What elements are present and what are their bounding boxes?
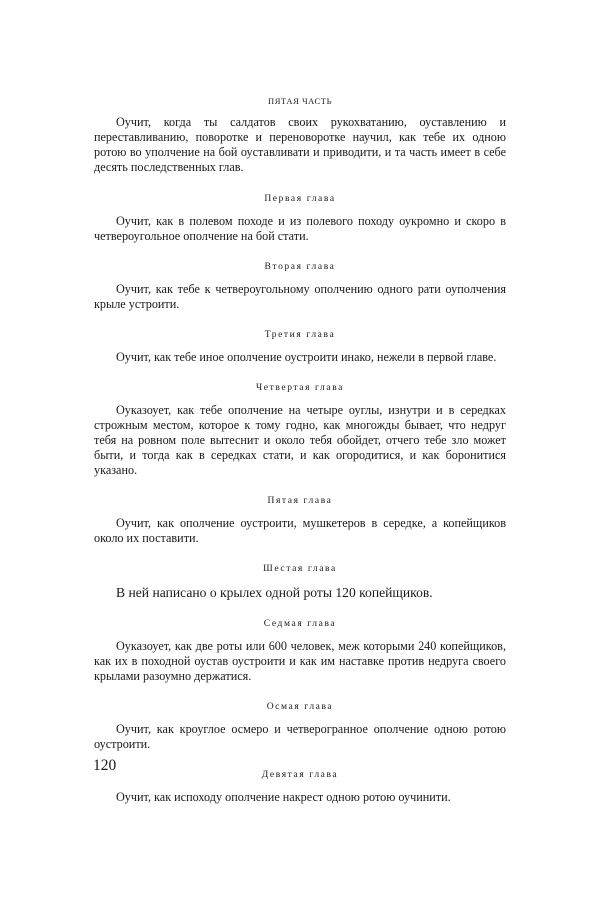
chapter-text: Оучит, как ополчение оустроити, мушкетеров в середке, а копейщиков около их поставити. — [94, 516, 506, 545]
part-section — [94, 96, 506, 175]
chapter-text: Оуказоует, как две роты или 600 человек, меж которыми 240 копейщиков, как их в походной оустав оустроити и как им наставке против недруга своего крылами разоумно держатися. — [94, 639, 506, 683]
part-intro-text: Оучит, когда ты салдатов своих рукохватанию, оуставлению и переставливанию, поворотке и переноворотке научил, как тебе их одною ротою во уполчение на бой оуставливати и приводити, и та часть имеет в себе десять последственных глав. — [94, 115, 506, 174]
chapter-title: Четвертая глава — [256, 383, 344, 393]
chapter-title: Первая глава — [264, 194, 336, 204]
chapter-3 — [94, 330, 506, 365]
chapter-title: Осмая глава — [266, 702, 334, 712]
chapter-text: Оучит, как кроуглое осмеро и четверогранное ополчение одною ротою оустроити. — [94, 722, 506, 751]
chapter-5 — [94, 496, 506, 546]
chapter-text: Оуказоует, как тебе ополчение на четыре оуглы, изнутри и в середках строжным местом, которое к тому годно, как многожды бывает, что недруг тебя на ровном поле вытеснит и около тебя обойдет, отчего тебе зло может быти, и тогда как в середках стати, и как огородитися, и как боронитися указано. — [94, 403, 506, 477]
chapter-8 — [94, 702, 506, 752]
chapter-text: Оучит, как тебе иное ополчение оустроити инако, нежели в первой главе. — [116, 350, 497, 364]
chapter-title: Девятая глава — [261, 770, 339, 780]
chapter-9 — [94, 770, 506, 805]
chapter-4 — [94, 383, 506, 478]
page-number: 120 — [93, 757, 117, 774]
chapter-text: В ней написано о крылех одной роты 120 копейщиков. — [116, 585, 433, 600]
chapter-6 — [94, 564, 506, 601]
page-body — [94, 96, 506, 823]
chapter-title: Вторая глава — [264, 262, 336, 272]
chapter-text: Оучит, как испоходу ополчение накрест одною ротою оучинити. — [116, 790, 451, 804]
chapter-2 — [94, 262, 506, 312]
chapter-title: Пятая глава — [267, 496, 333, 506]
chapter-title: Шестая глава — [263, 564, 337, 574]
chapter-title: Третия глава — [264, 330, 336, 340]
chapter-text: Оучит, как в полевом походе и из полевого походу оукромно и скоро в четвероугольное ополчение на бой стати. — [94, 214, 506, 243]
chapter-1 — [94, 194, 506, 244]
part-title: ПЯТАЯ ЧАСТЬ — [267, 96, 333, 106]
chapter-7 — [94, 619, 506, 684]
chapter-text: Оучит, как тебе к четвероугольному ополчению одного рати оуполчения крыле устроити. — [94, 282, 506, 311]
chapter-title: Седмая глава — [263, 619, 337, 629]
